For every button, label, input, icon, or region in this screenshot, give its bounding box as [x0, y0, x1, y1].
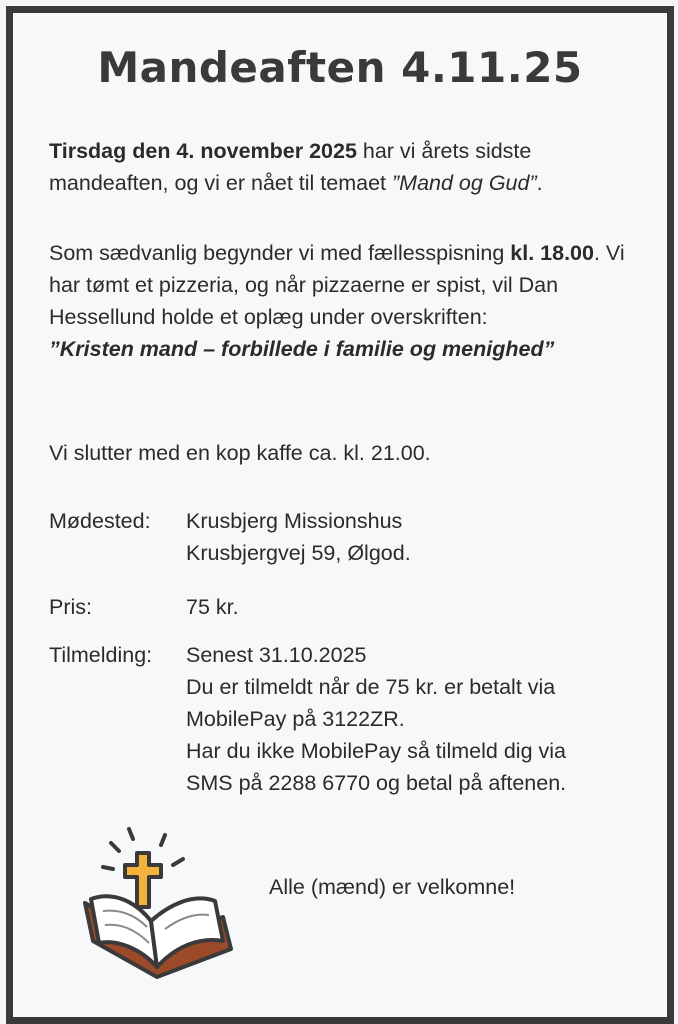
price-value	[186, 591, 239, 623]
flyer-frame	[6, 6, 674, 1024]
program-time: kl. 18.00	[510, 241, 594, 265]
flyer-title: Mandeaften 4.11.25	[97, 43, 583, 92]
price-label: Pris:	[49, 595, 92, 619]
signup-line: Har du ikke MobilePay så tilmeld dig via	[186, 739, 566, 763]
bible-with-cross-icon	[73, 821, 243, 981]
signup-line: Senest 31.10.2025	[186, 643, 367, 667]
signup-line: Du er tilmeldt når de 75 kr. er betalt via	[186, 675, 556, 699]
welcome-text: Alle (mænd) er velkomne!	[269, 875, 516, 899]
price-line: 75 kr.	[186, 595, 239, 619]
venue-label: Mødested:	[49, 509, 151, 533]
program-text-2: . Vi har tømt et pizzeria, og når pizzaerne er spist, vil Dan Hessellund holde et oplæg under overskriften:	[49, 241, 625, 329]
intro-text-2: .	[536, 171, 543, 195]
program-paragraph	[49, 237, 639, 365]
signup-line: MobilePay på 3122ZR.	[186, 707, 405, 731]
venue-line: Krusbjergvej 59, Ølgod.	[186, 541, 411, 565]
intro-paragraph	[49, 135, 639, 199]
signup-label: Tilmelding:	[49, 643, 153, 667]
venue-value	[186, 505, 411, 569]
signup-value	[186, 639, 566, 799]
talk-title: ”Kristen mand – forbillede i familie og menighed”	[49, 337, 555, 361]
venue-line: Krusbjerg Missionshus	[186, 509, 403, 533]
signup-line: SMS på 2288 6770 og betal på aftenen.	[186, 771, 567, 795]
intro-theme: ”Mand og Gud”	[392, 171, 537, 195]
intro-text-1: har vi årets sidste mandeaften, og vi er nået til temaet	[49, 139, 532, 195]
program-text-1: Som sædvanlig begynder vi med fællesspisning	[49, 241, 511, 265]
closing-paragraph: Vi slutter med en kop kaffe ca. kl. 21.00.	[49, 441, 431, 465]
intro-date: Tirsdag den 4. november 2025	[49, 139, 357, 163]
